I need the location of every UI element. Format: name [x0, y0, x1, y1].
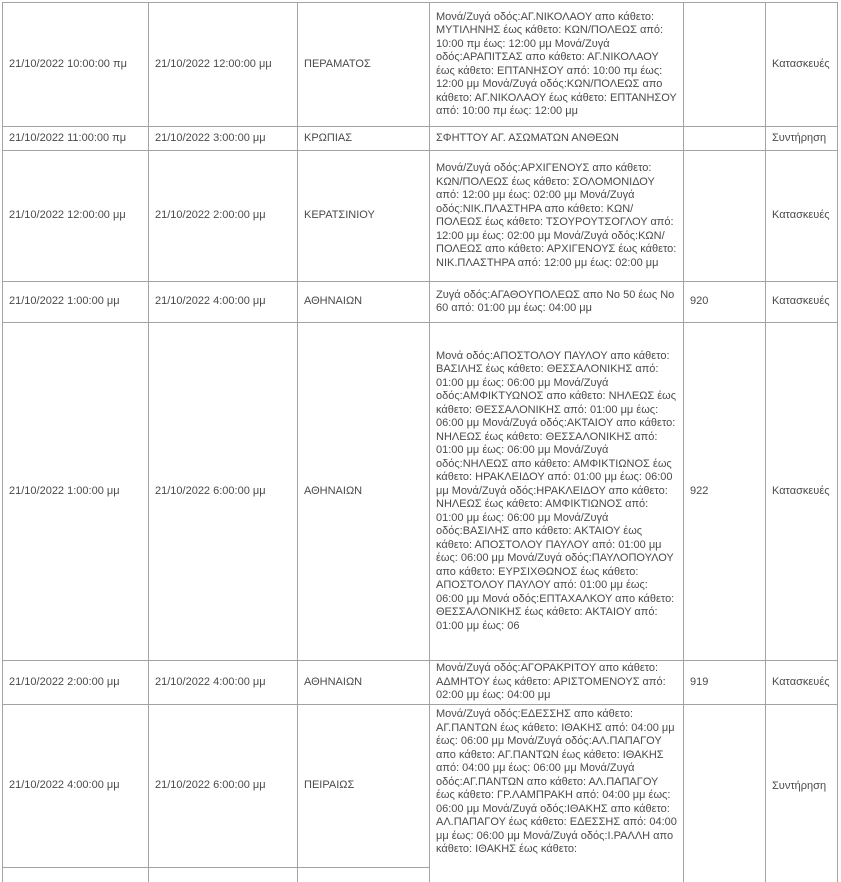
table-row: [3, 3, 838, 127]
start-datetime-cell: 21/10/2022 12:00:00 μμ: [3, 151, 149, 282]
ref-number-cell: [684, 151, 766, 282]
table-row: [3, 661, 838, 705]
start-datetime-cell: 21/10/2022 10:00:00 πμ: [3, 3, 149, 127]
end-datetime-cell: 21/10/2022 12:00:00 μμ: [149, 3, 298, 127]
description-cell: Ζυγά οδός:ΑΓΑΘΟΥΠΟΛΕΩΣ απο Νο 50 έως Νο 60 από: 01:00 μμ έως: 04:00 μμ: [430, 282, 684, 323]
start-datetime-cell: 21/10/2022 1:00:00 μμ: [3, 323, 149, 661]
municipality-cell: ΚΕΡΑΤΣΙΝΙΟΥ: [298, 151, 430, 282]
table-row: [3, 705, 838, 868]
end-datetime-cell: 21/10/2022 6:00:00 μμ: [149, 323, 298, 661]
ref-number-cell: [684, 127, 766, 151]
work-type-cell: Συντήρηση: [766, 127, 838, 151]
ref-number-cell: [684, 705, 766, 868]
work-type-cell: Κατασκευές: [766, 661, 838, 705]
start-datetime-cell: 21/10/2022 2:00:00 μμ: [3, 661, 149, 705]
ref-number-cell: 919: [684, 661, 766, 705]
start-datetime-cell: 21/10/2022 4:00:00 μμ: [3, 705, 149, 868]
description-cell: Μονά οδός:ΑΠΟΣΤΟΛΟΥ ΠΑΥΛΟΥ απο κάθετο: ΒΑΣΙΛΗΣ έως κάθετο: ΘΕΣΣΑΛΟΝΙΚΗΣ από: 01:00 μμ έως: 06:00 μμ Μονά/Ζυγά οδός:ΑΜΦΙΚΤΥΩΝΟΣ απο κάθετο: ΝΗΛΕΩΣ έως κάθετο: ΘΕΣΣΑΛΟΝΙΚΗΣ από: 01:00 μμ έως: 06:00 μμ Μονά/Ζυγά οδός:ΑΚΤΑΙΟΥ απο κάθετο: ΝΗΛΕΩΣ έως κάθετο: ΘΕΣΣΑΛΟΝΙΚΗΣ από: 01:00 μμ έως: 06:00 μμ Μονά/Ζυγά οδός:ΝΗΛΕΩΣ απο κάθετο: ΑΜΦΙΚΤΙΩΝΟΣ έως κάθετο: ΗΡΑΚΛΕΙΔΟΥ από: 01:00 μμ έως: 06:00 μμ Μονά/Ζυγά οδός:ΗΡΑΚΛΕΙΔΟΥ απο κάθετο: ΝΗΛΕΩΣ έως κάθετο: ΑΜΦΙΚΤΙΩΝΟΣ από: 01:00 μμ έως: 06:00 μμ Μονά/Ζυγά οδός:ΒΑΣΙΛΗΣ απο κάθετο: ΑΚΤΑΙΟΥ έως κάθετο: ΑΠΟΣΤΟΛΟΥ ΠΑΥΛΟΥ από: 01:00 μμ έως: 06:00 μμ Μονά/Ζυγά οδός:ΠΑΥΛΟΠΟΥΛΟΥ απο κάθετο: ΕΥΡΣΙΧΘΩΝΟΣ έως κάθετο: ΑΠΟΣΤΟΛΟΥ ΠΑΥΛΟΥ από: 01:00 μμ έως: 06:00 μμ Μονά οδός:ΕΠΤΑΧΑΛΚΟΥ απο κάθετο: ΘΕΣΣΑΛΟΝΙΚΗΣ έως κάθετο: ΑΚΤΑΙΟΥ από: 01:00 μμ έως: 06: [430, 323, 684, 661]
end-datetime-cell: 21/10/2022 2:00:00 μμ: [149, 151, 298, 282]
table-row: [3, 323, 838, 661]
municipality-cell: ΑΘΗΝΑΙΩΝ: [298, 323, 430, 661]
description-cell: [430, 705, 684, 868]
municipality-cell: ΚΡΩΠΙΑΣ: [298, 127, 430, 151]
table-row: [3, 127, 838, 151]
ref-number-cell: 922: [684, 323, 766, 661]
start-datetime-cell: 21/10/2022 1:00:00 μμ: [3, 282, 149, 323]
ref-number-cell: 920: [684, 282, 766, 323]
roadworks-table: [2, 2, 838, 882]
roadworks-page: [0, 2, 841, 872]
ref-number-cell: [684, 3, 766, 127]
municipality-cell: ΠΕΙΡΑΙΩΣ: [298, 705, 430, 868]
end-datetime-cell: 21/10/2022 4:00:00 μμ: [149, 282, 298, 323]
start-datetime-cell: 21/10/2022 11:00:00 πμ: [3, 127, 149, 151]
description-cell: Μονά/Ζυγά οδός:ΑΓΟΡΑΚΡΙΤΟΥ απο κάθετο: ΑΔΜΗΤΟΥ έως κάθετο: ΑΡΙΣΤΟΜΕΝΟΥΣ από: 02:00 μμ έως: 04:00 μμ: [430, 661, 684, 705]
end-datetime-cell: 21/10/2022 4:00:00 μμ: [149, 661, 298, 705]
municipality-cell: ΑΘΗΝΑΙΩΝ: [298, 282, 430, 323]
description-overflow-text: Μονά/Ζυγά οδός:ΕΔΕΣΣΗΣ απο κάθετο: ΑΓ.ΠΑΝΤΩΝ έως κάθετο: ΙΘΑΚΗΣ από: 04:00 μμ έως: 06:00 μμ Μονά/Ζυγά οδός:ΑΛ.ΠΑΠΑΓΟΥ απο κάθετο: ΑΓ.ΠΑΝΤΩΝ έως κάθετο: ΙΘΑΚΗΣ από: 04:00 μμ έως: 06:00 μμ Μονά/Ζυγά οδός:ΑΓ.ΠΑΝΤΩΝ απο κάθετο: ΑΛ.ΠΑΠΑΓΟΥ έως κάθετο: ΓΡ.ΛΑΜΠΡΑΚΗ από: 04:00 μμ έως: 06:00 μμ Μονά/Ζυγά οδός:ΙΘΑΚΗΣ απο κάθετο: ΑΛ.ΠΑΠΑΓΟΥ έως κάθετο: ΕΔΕΣΣΗΣ από: 04:00 μμ έως: 06:00 μμ Μονά/Ζυγά οδός:Ι.ΡΑΛΛΗ απο κάθετο: ΙΘΑΚΗΣ έως κάθετο:: [436, 708, 677, 864]
end-datetime-cell: 21/10/2022 3:00:00 μμ: [149, 127, 298, 151]
description-cell: Μονά/Ζυγά οδός:ΑΡΧΙΓΕΝΟΥΣ απο κάθετο: ΚΩΝ/ΠΟΛΕΩΣ έως κάθετο: ΣΟΛΟΜΟΝΙΔΟΥ από: 12:00 μμ έως: 02:00 μμ Μονά/Ζυγά οδός:ΝΙΚ.ΠΛΑΣΤΗΡΑ απο κάθετο: ΚΩΝ/ΠΟΛΕΩΣ έως κάθετο: ΤΣΟΥΡΟΥΤΣΟΓΛΟΥ από: 12:00 μμ έως: 02:00 μμ Μονά/Ζυγά οδός:ΚΩΝ/ΠΟΛΕΩΣ απο κάθετο: ΑΡΧΙΓΕΝΟΥΣ έως κάθετο: ΝΙΚ.ΠΛΑΣΤΗΡΑ από: 12:00 μμ έως: 02:00 μμ: [430, 151, 684, 282]
municipality-cell: ΑΘΗΝΑΙΩΝ: [298, 661, 430, 705]
table-row: [3, 151, 838, 282]
table-row: [3, 282, 838, 323]
work-type-cell: Συντήρηση: [766, 705, 838, 868]
work-type-cell: Κατασκευές: [766, 282, 838, 323]
work-type-cell: Κατασκευές: [766, 151, 838, 282]
end-datetime-cell: 21/10/2022 6:00:00 μμ: [149, 705, 298, 868]
work-type-cell: Κατασκευές: [766, 3, 838, 127]
municipality-cell: ΠΕΡΑΜΑΤΟΣ: [298, 3, 430, 127]
description-cell: Μονά/Ζυγά οδός:ΑΓ.ΝΙΚΟΛΑΟΥ απο κάθετο: ΜΥΤΙΛΗΝΗΣ έως κάθετο: ΚΩΝ/ΠΟΛΕΩΣ από: 10:00 πμ έως: 12:00 μμ Μονά/Ζυγά οδός:ΑΡΑΠΙΤΣΑΣ απο κάθετο: ΑΓ.ΝΙΚΟΛΑΟΥ έως κάθετο: ΕΠΤΑΝΗΣΟΥ από: 10:00 πμ έως: 12:00 μμ Μονά/Ζυγά οδός:ΚΩΝ/ΠΟΛΕΩΣ απο κάθετο: ΑΓ.ΝΙΚΟΛΑΟΥ έως κάθετο: ΕΠΤΑΝΗΣΟΥ από: 10:00 πμ έως: 12:00 μμ: [430, 3, 684, 127]
work-type-cell: Κατασκευές: [766, 323, 838, 661]
description-cell: ΣΦΗΤΤΟΥ ΑΓ. ΑΣΩΜΑΤΩΝ ΑΝΘΕΩΝ: [430, 127, 684, 151]
